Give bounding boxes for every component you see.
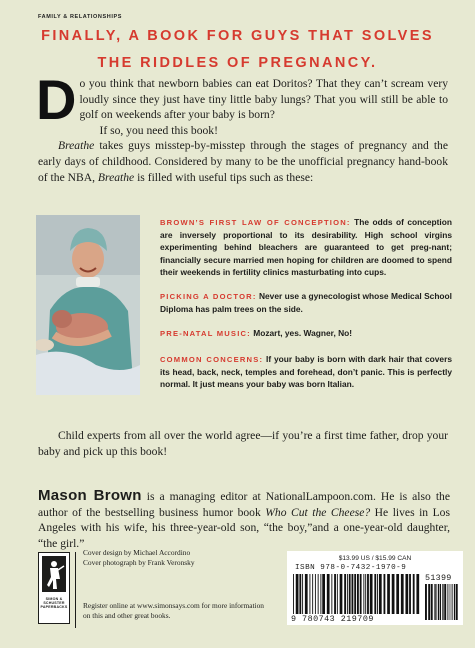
register-online-text: Register online at www.simonsays.com for more information on this and other great books. bbox=[83, 601, 264, 620]
barcode-bar bbox=[322, 574, 325, 614]
ean-barcode bbox=[293, 574, 421, 614]
price-label: $13.99 US / $15.99 CAN bbox=[338, 555, 412, 562]
barcode-bar bbox=[454, 584, 455, 620]
other-book-title: Who Cut the Cheese? bbox=[265, 505, 371, 519]
drop-cap: D bbox=[36, 68, 77, 131]
sower-icon bbox=[39, 553, 69, 595]
publisher-logo-text: SIMON & SCHUSTER PAPERBACKS bbox=[40, 597, 68, 610]
barcode-bar bbox=[416, 574, 419, 614]
barcode-bar bbox=[396, 574, 399, 614]
barcode-bar bbox=[331, 574, 332, 614]
barcode-bar bbox=[296, 574, 299, 614]
intro-paragraph-3 bbox=[38, 138, 448, 185]
barcode-bar bbox=[413, 574, 415, 614]
barcode-bar bbox=[374, 574, 376, 614]
barcode-bar bbox=[363, 574, 364, 614]
tip-text: Never use a gynecologist whose Medical School Diploma has palm trees on the side. bbox=[160, 291, 452, 315]
tip-item bbox=[160, 327, 452, 340]
closing-paragraph: Child experts from all over the world agree—if you’re a first time father, drop your baby and pick up this book! bbox=[38, 429, 448, 458]
barcode-bar bbox=[442, 584, 443, 620]
intro-p3-end: is filled with useful tips such as these: bbox=[134, 170, 314, 184]
barcode-bar bbox=[299, 574, 301, 614]
barcode-bar bbox=[315, 574, 316, 614]
bio-text-1: is a managing editor at NationalLampoon.com. He is also the author of the bestselling business humor book bbox=[38, 490, 450, 519]
publisher-logo bbox=[38, 552, 70, 624]
barcode-bar bbox=[392, 574, 395, 614]
tip-title: BROWN’S FIRST LAW OF CONCEPTION: bbox=[160, 218, 351, 227]
barcode-bar bbox=[344, 574, 346, 614]
cover-photo-credit: Cover photograph by Frank Veronsky bbox=[83, 558, 195, 567]
tip-item bbox=[160, 216, 452, 278]
cover-credits bbox=[83, 548, 273, 568]
intro-p1-text: o you think that newborn babies can eat Doritos? That they can’t scream very loudly since they just have tiny little baby lungs? That you will still be able to golf on weekends after your baby is born? bbox=[79, 77, 448, 122]
barcode-bar bbox=[334, 574, 336, 614]
barcode-bar bbox=[444, 584, 446, 620]
tip-title: PICKING A DOCTOR: bbox=[160, 292, 257, 302]
barcode-bar bbox=[379, 574, 382, 614]
bio-text-2: He lives in Los Angeles with his wife, his three-year-old son, “the boy,”and a one-year-old daughter, “the girl.” bbox=[38, 505, 450, 550]
barcode-bar bbox=[405, 574, 408, 614]
tips-list bbox=[160, 216, 452, 402]
barcode-bar bbox=[349, 574, 351, 614]
barcode-bar bbox=[370, 574, 373, 614]
intro-text bbox=[36, 68, 448, 185]
barcode-panel bbox=[287, 551, 463, 625]
barcode-bar bbox=[302, 574, 303, 614]
book-title-2: Breathe bbox=[97, 170, 135, 184]
barcode-bar bbox=[440, 584, 441, 620]
barcode-bar bbox=[431, 584, 433, 620]
barcode-bar bbox=[425, 584, 427, 620]
doctor-with-baby-image bbox=[36, 215, 140, 395]
price-addon-barcode bbox=[425, 584, 459, 620]
barcode-bar bbox=[401, 574, 404, 614]
tip-title: PRE-NATAL MUSIC: bbox=[160, 329, 251, 339]
barcode-bar bbox=[452, 584, 453, 620]
barcode-bar bbox=[360, 574, 362, 614]
intro-paragraph-2: If so, you need this book! bbox=[99, 123, 218, 137]
barcode-bar bbox=[409, 574, 411, 614]
headline-line-2: THE RIDDLES OF PREGNANCY. bbox=[97, 55, 378, 71]
author-bio bbox=[38, 488, 450, 551]
barcode-bar bbox=[327, 574, 330, 614]
barcode-bar bbox=[428, 584, 430, 620]
barcode-bar bbox=[352, 574, 354, 614]
barcode-bar bbox=[456, 584, 458, 620]
barcode-bar bbox=[320, 574, 321, 614]
barcode-bar bbox=[340, 574, 343, 614]
barcode-bar bbox=[387, 574, 390, 614]
tip-item bbox=[160, 290, 452, 315]
book-title: Breathe bbox=[58, 139, 95, 153]
tip-item bbox=[160, 353, 452, 391]
barcode-bar bbox=[293, 574, 294, 614]
barcode-bar bbox=[354, 574, 356, 614]
barcode-bar bbox=[377, 574, 378, 614]
barcode-digits: 9 780743 219709 bbox=[291, 614, 374, 624]
barcode-bar bbox=[309, 574, 310, 614]
barcode-bar bbox=[367, 574, 369, 614]
headline-line-1: FINALLY, A BOOK FOR GUYS THAT SOLVES bbox=[41, 28, 434, 44]
isbn-label: ISBN 978-0-7432-1970-9 bbox=[295, 564, 407, 572]
barcode-bar bbox=[451, 584, 452, 620]
barcode-bar bbox=[435, 584, 436, 620]
addon-digits: 51399 bbox=[425, 573, 452, 583]
barcode-bar bbox=[347, 574, 348, 614]
barcode-bar bbox=[312, 574, 313, 614]
barcode-bar bbox=[305, 574, 308, 614]
barcode-bar bbox=[357, 574, 359, 614]
barcode-bar bbox=[447, 584, 448, 620]
barcode-bar bbox=[337, 574, 338, 614]
tip-title: COMMON CONCERNS: bbox=[160, 354, 264, 364]
author-name: Mason Brown bbox=[38, 487, 142, 504]
tip-text: If your baby is born with dark hair that covers its head, back, neck, temples and forehead, don’t panic. This is perfectly normal. It just means your baby was born Italian. bbox=[160, 353, 453, 390]
barcode-bar bbox=[438, 584, 439, 620]
tip-text: Mozart, yes. Wagner, No! bbox=[250, 328, 353, 339]
category-label: FAMILY & RELATIONSHIPS bbox=[38, 14, 122, 20]
intro-p3-text: takes guys misstep-by-misstep through the stages of pregnancy and the early days of childhood. Considered by many to be the unofficial pregnancy hand-book of the NBA, bbox=[38, 139, 448, 184]
tip-text: The odds of conception are inversely proportional to its desirability. High school virgins experimenting behind bleachers are guaranteed to get preg-nant; financially secure married men hoping for children are doomed to spend their weekends in fertility clinics masturbating into cups. bbox=[160, 217, 452, 277]
barcode-bar bbox=[365, 574, 366, 614]
barcode-bar bbox=[384, 574, 386, 614]
divider bbox=[75, 552, 76, 628]
barcode-bar bbox=[318, 574, 319, 614]
cover-design-credit: Cover design by Michael Accordino bbox=[83, 548, 191, 557]
barcode-bar bbox=[449, 584, 450, 620]
barcode-bar bbox=[434, 584, 435, 620]
author-photo bbox=[36, 215, 140, 395]
